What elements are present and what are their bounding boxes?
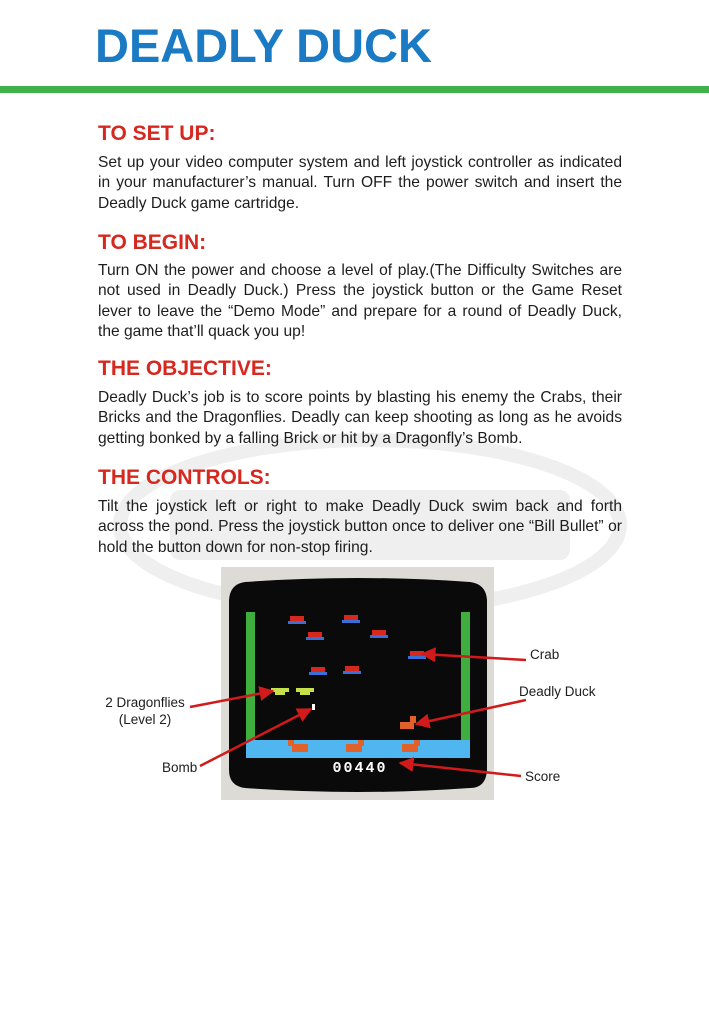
crab-sprite-icon bbox=[306, 632, 324, 640]
label-dragonflies-line2: (Level 2) bbox=[118, 712, 172, 727]
crab-sprite-icon bbox=[288, 616, 306, 624]
label-crab: Crab bbox=[530, 647, 560, 662]
crab-sprite-icon bbox=[343, 666, 361, 674]
label-bomb: Bomb bbox=[162, 760, 198, 775]
game-score: 00440 bbox=[332, 760, 388, 777]
label-score: Score bbox=[525, 769, 561, 784]
paragraph-set-up: Set up your video computer system and left joystick controller as indicated in your manufacturer’s manual. Turn OFF the power switch and insert the Deadly Duck game cartridge. bbox=[98, 154, 622, 212]
crab-sprite-icon bbox=[309, 667, 327, 675]
paragraph-begin: Turn ON the power and choose a level of play.(The Difficulty Switches are not used in Deadly Duck.) Press the joystick button or the Game Reset lever to leave the “Demo Mode” and prepare for a round of Deadly Duck, the game that’ll quack you up! bbox=[98, 262, 622, 340]
paragraph-controls: Tilt the joystick left or right to make Deadly Duck swim back and forth across the pond. Press the joystick button once to deliver one “Bill Bullet” or hold the button down for non-stop firing. bbox=[98, 498, 622, 556]
crab-sprite-icon bbox=[342, 615, 360, 623]
right-wall bbox=[461, 612, 470, 740]
heading-begin: TO BEGIN: bbox=[98, 231, 207, 254]
heading-controls: THE CONTROLS: bbox=[98, 466, 271, 489]
page-title: DEADLY DUCK bbox=[95, 19, 432, 72]
label-deadly-duck: Deadly Duck bbox=[519, 684, 596, 699]
paragraph-objective: Deadly Duck’s job is to score points by blasting his enemy the Crabs, their Bricks and the Dragonflies. Deadly can keep shooting as long as he avoids getting bonked by a falling Brick or hit by a Dragonfly’s Bomb. bbox=[98, 389, 622, 447]
left-wall bbox=[246, 612, 255, 740]
heading-set-up: TO SET UP: bbox=[98, 122, 216, 145]
bomb-sprite-icon bbox=[312, 704, 315, 710]
label-dragonflies bbox=[101, 694, 189, 728]
crab-sprite-icon bbox=[370, 630, 388, 638]
heading-objective: THE OBJECTIVE: bbox=[98, 357, 272, 380]
label-dragonflies-line1: 2 Dragonflies bbox=[105, 695, 185, 710]
